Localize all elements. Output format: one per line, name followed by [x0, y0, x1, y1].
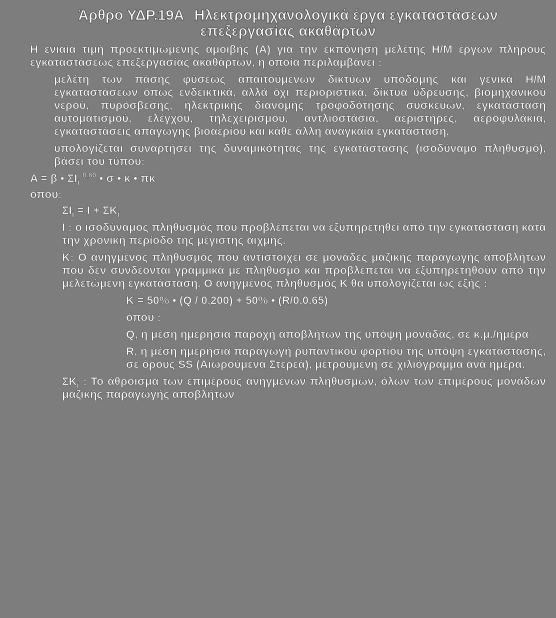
k-formula: K = 50% • (Q / 0,200) + 50% • (R/0,0.65)	[126, 295, 328, 307]
intro-paragraph: Η ενιαία τιμή προεκτιμώμενης αμοιβής (Α) για την εκπόνηση μελέτης Η/Μ έργων πλήρους εγκαταστάσεως επεξεργασίας ακαθάρτων, η οποία περιλαμβάνει :	[30, 44, 546, 69]
sum-definition: $\Sigma I_i = I + \Sigma K_i$	[62, 205, 120, 220]
definition-R: R, η μέση ημερήσια παραγωγή ρυπαντικού φορτίου της υπόψη εγκατάστασης, σε όρους SS (Αιωρούμενα Στερεά), μετρούμενη σε χιλιόγραμμα ανά ημέρα.	[126, 346, 546, 371]
where-label: όπου:	[30, 189, 62, 201]
article-title	[30, 8, 546, 40]
scope-item-2: υπολογίζεται συναρτήσει της δυναμικότητας της εγκατάστασης (ισοδύναμο πληθυσμό), βάσει του τύπου:	[54, 143, 546, 168]
definition-I: I : ο ισοδύναμος πληθυσμός που προβλέπεται να εξυπηρετηθεί από την εγκατάσταση κατά την χρονική περίοδο της μέγιστης αιχμής.	[62, 222, 546, 247]
definition-sumK: $\Sigma K_i$ : Το άθροισμα των επιμέρους ανηγμένων πληθυσμών, όλων των επιμέρους μονάδων μαζικής παραγωγής αποβλήτων	[62, 376, 546, 401]
definition-Q: Q, η μέση ημερήσια παροχή αποβλήτων της υπόψη μονάδας, σε κ.μ./ημέρα	[126, 329, 529, 341]
article-title-line2: επεξεργασίας ακαθάρτων	[200, 24, 376, 40]
article-title-text: Ηλεκτρομηχανολογικά έργα εγκαταστάσεων	[194, 8, 498, 24]
fee-formula: A = β • $\Sigma I_i$ $^{0,60}$ • σ • κ • πκ	[30, 172, 156, 188]
article-code: Άρθρο ΥΔΡ.19Α	[78, 8, 185, 24]
definition-K: Κ: Ο ανηγμένος πληθυσμός που αντιστοιχεί σε μονάδες μαζικής παραγωγής αποβλήτων που δεν συνδέονται γραμμικά με πληθυσμό και προβλέπεται να εξυπηρετηθούν από την μελετώμενη εγκατάσταση. Ο ανηγμένος πληθυσμός Κ θα υπολογίζεται ως εξής :	[62, 252, 546, 290]
where-label-2: όπου :	[126, 312, 161, 324]
article-title-line1	[30, 8, 546, 24]
scope-item-1: μελέτη των πάσης φύσεως απαιτούμενων δικτύων υποδομής και γενικά Η/Μ εγκαταστάσεων όπως ενδεικτικά, αλλά όχι περιοριστικά, δίκτυα ύδρευσης, βιομηχανικού νερού, πυρόσβεσης, ηλεκτρικής διανομής τροφοδότησης συσκευών, εγκατάσταση αυτοματισμού, ελέγχου, τηλεχειρισμού, αντλιοστάσια, αεριστήρες, αεροφυλάκια, εγκαταστάσεις απαγωγής βιοαερίου και κάθε άλλη αναγκαία εγκατάσταση,	[54, 74, 546, 138]
